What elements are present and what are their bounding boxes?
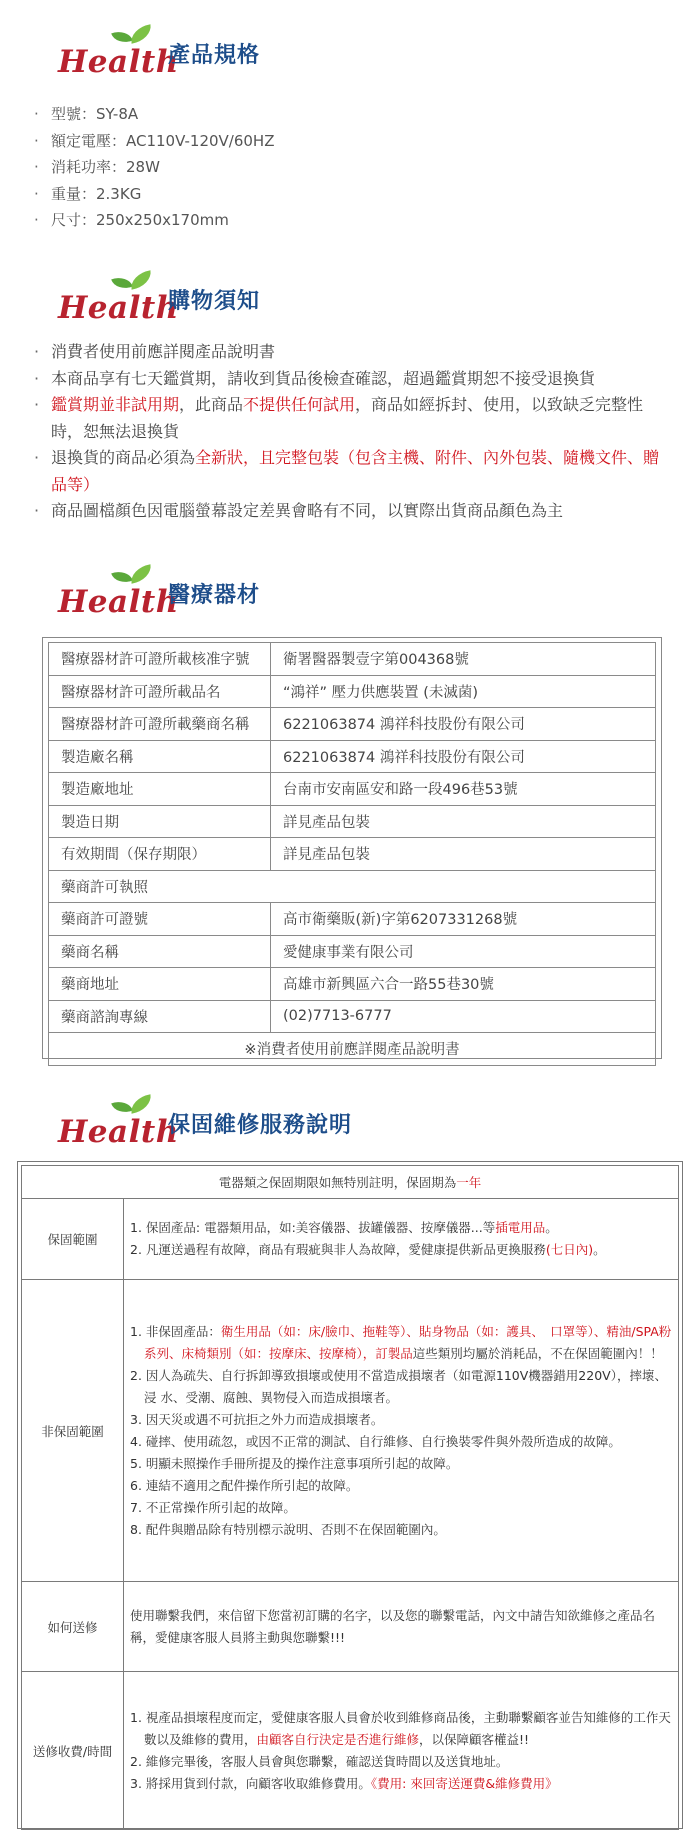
table-row: 保固範圍 1. 保固產品: 電器類用品，如:美容儀器、拔罐儀器、按摩儀器...等插電用品。 2. 凡運送過程有故障，商品有瑕疵與非人為故障，愛健康提供新品更換服務(七日內)。 — [22, 1199, 679, 1280]
table-row — [22, 1166, 679, 1199]
table-row: 製造日期 詳見產品包裝 — [49, 805, 656, 838]
health-logo — [58, 1100, 179, 1150]
table-row: 藥商地址 高雄市新興區六合一路55巷30號 — [49, 968, 656, 1001]
health-logo — [58, 276, 179, 326]
table-row — [49, 870, 656, 903]
table-row: 非保固範圍 1. 非保固產品：衛生用品（如：床/臉巾、拖鞋等）、貼身物品（如：護具、 口罩等）、精油/SPA粉系列、床椅類別（如：按摩床、按摩椅），訂製品這些類別均屬於消耗品，不在保固範圍內！！ 2. 因人為疏失、自行拆卸導致損壞或使用不當造成損壞者（如電源110V機器錯用220V），摔壞、浸 水、受潮、腐蝕、異物侵入而造成損壞者。 3. 因天災或遇不可抗拒之外力而造成損壞者。 4. 碰摔、使用疏忽，或因不正常的測試、自行維修、自行換裝零件與外殼所造成的故障。 5. 明顯未照操作手冊所提及的操作注意事項所引起的故障。 6. 連結不適用之配件操作所引起的故障。 7. 不正常操作所引起的故障。 8. 配件與贈品除有特別標示說明、否則不在保固範圍內。 — [22, 1280, 679, 1582]
spec-list — [34, 101, 275, 234]
table-footer-note: ※消費者使用前應詳閱產品說明書 — [49, 1033, 656, 1066]
health-logo — [58, 570, 179, 620]
section-title: 保固維修服務說明 — [168, 1113, 353, 1138]
section-title: 產品規格 — [168, 43, 261, 68]
table-row: 醫療器材許可證所載藥商名稱 6221063874 鴻祥科技股份有限公司 — [49, 708, 656, 741]
table-row: 藥商許可證號 高市衛藥販(新)字第6207331268號 — [49, 903, 656, 936]
list-item: · 本商品享有七天鑑賞期，請收到貨品後檢查確認，超過鑑賞期恕不接受退換貨 — [34, 368, 596, 388]
spec-section-header — [58, 18, 458, 78]
section-title: 購物須知 — [168, 289, 261, 314]
leaf-icon — [129, 1094, 153, 1114]
table-row: 醫療器材許可證所載品名 “鴻祥” 壓力供應裝置 (未滅菌) — [49, 675, 656, 708]
table-row: 製造廠名稱 6221063874 鴻祥科技股份有限公司 — [49, 740, 656, 773]
table-row: 藥商諮詢專線 (02)7713-6777 — [49, 1000, 656, 1033]
list-item: · 退換貨的商品必須為全新狀，且完整包裝（包含主機、附件、內外包裝、隨機文件、贈品等） — [34, 448, 660, 494]
table-row: 有效期間（保存期限） 詳見產品包裝 — [49, 838, 656, 871]
warranty-table — [21, 1165, 679, 1830]
list-item: · 尺寸：250x250x170mm — [34, 211, 229, 229]
notice-list — [34, 339, 674, 525]
medical-section-header — [58, 558, 458, 618]
shopping-section-header — [58, 264, 458, 324]
leaf-icon — [129, 270, 153, 290]
list-item: · 重量：2.3KG — [34, 184, 142, 203]
leaf-icon — [129, 564, 153, 584]
medical-table — [48, 642, 656, 1066]
table-row: 藥商名稱 愛健康事業有限公司 — [49, 935, 656, 968]
table-row — [49, 1033, 656, 1066]
logo-text: Health — [58, 1114, 179, 1150]
license-header: 藥商許可執照 — [49, 870, 656, 903]
list-item: · 商品圖檔顏色因電腦螢幕設定差異會略有不同，以實際出貨商品顏色為主 — [34, 501, 564, 520]
logo-text: Health — [58, 584, 179, 620]
table-row: 送修收費/時間 1. 視產品損壞程度而定，愛健康客服人員會於收到維修商品後，主動聯繫顧客並告知維修的工作天數以及維修的費用，由顧客自行決定是否進行維修，以保障顧客權益!! 2. 維修完畢後，客服人員會與您聯繫，確認送貨時間以及送貨地址。 3. 將採用貨到付款，向顧客收取維修費用。《費用: 來回寄送運費&維修費用》 — [22, 1672, 679, 1830]
warranty-section-header — [58, 1088, 458, 1148]
health-logo — [58, 30, 179, 80]
leaf-icon — [129, 24, 153, 44]
list-item: · 消費者使用前應詳閱產品說明書 — [34, 342, 276, 361]
table-row: 醫療器材許可證所載核准字號 衛署醫器製壹字第004368號 — [49, 643, 656, 676]
logo-text: Health — [58, 290, 179, 326]
section-title: 醫療器材 — [168, 583, 261, 608]
list-item: · 型號：SY-8A — [34, 105, 139, 123]
warranty-header: 電器類之保固期限如無特別註明，保固期為一年 — [22, 1166, 679, 1199]
logo-text: Health — [58, 44, 179, 80]
list-item: · 消耗功率：28W — [34, 158, 160, 176]
table-row: 製造廠地址 台南市安南區安和路一段496巷53號 — [49, 773, 656, 806]
list-item: · 鑑賞期並非試用期，此商品不提供任何試用，商品如經拆封、使用，以致缺乏完整性時，恕無法退換貨 — [34, 395, 644, 441]
list-item: · 額定電壓：AC110V-120V/60HZ — [34, 131, 275, 150]
table-row: 如何送修 使用聯繫我們，來信留下您當初訂購的名字，以及您的聯繫電話，內文中請告知欲維修之產品名稱，愛健康客服人員將主動與您聯繫!!! — [22, 1582, 679, 1672]
